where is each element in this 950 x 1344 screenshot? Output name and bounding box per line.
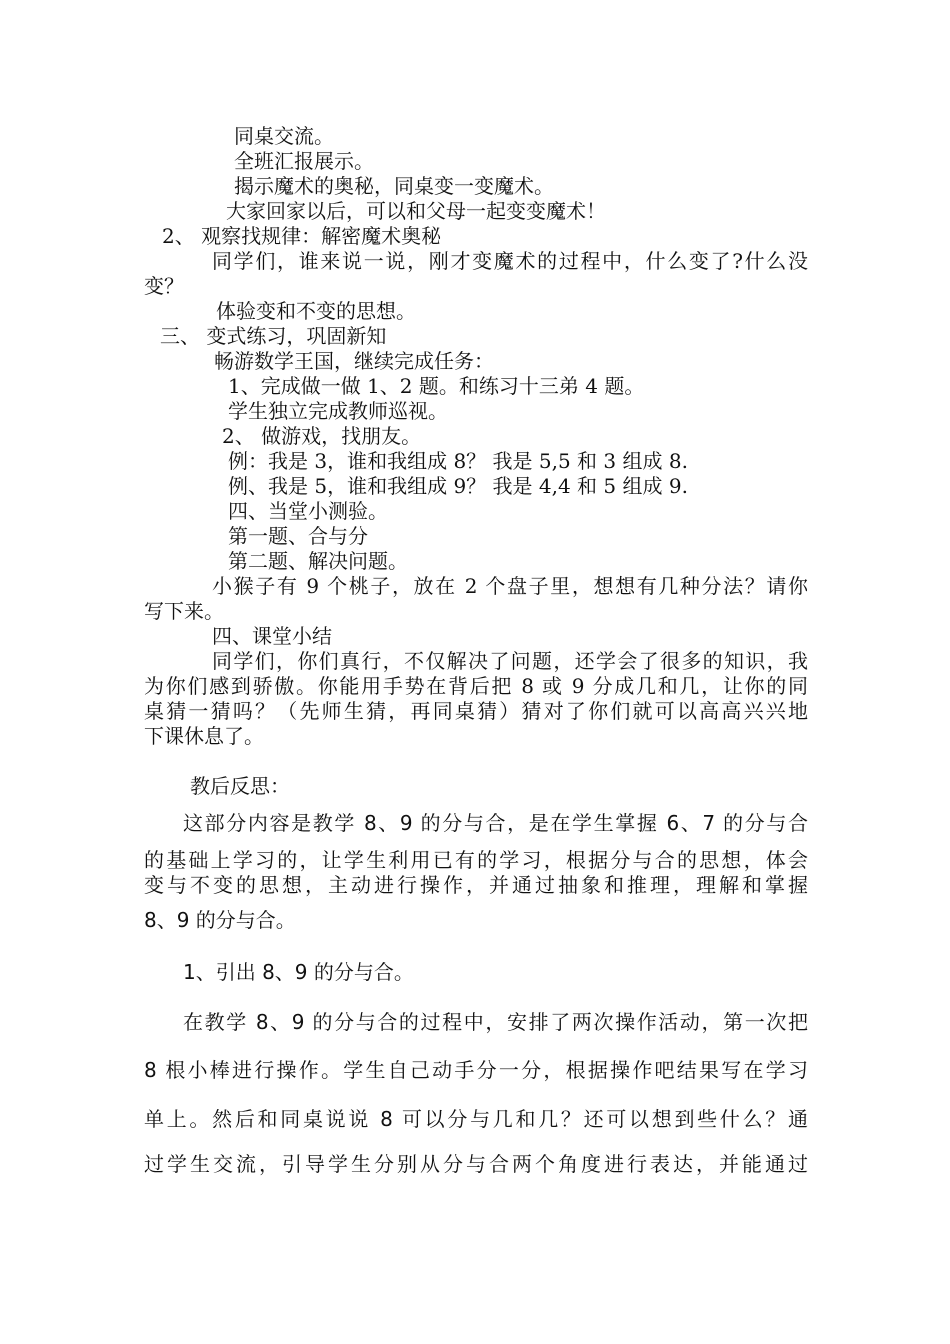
line-3: 揭示魔术的奥秘，同桌变一变魔术。	[234, 174, 554, 198]
line-19: 小猴子有 9 个桃子，放在 2 个盘子里，想想有几种分法？请你	[212, 574, 808, 598]
line-35: 过学生交流，引导学生分别从分与合两个角度进行表达，并能通过	[144, 1152, 808, 1176]
line-29: 变与不变的思想，主动进行操作，并通过抽象和推理，理解和掌握	[144, 873, 808, 897]
line-7: 变？	[144, 274, 184, 298]
line-4: 大家回家以后，可以和父母一起变变魔术！	[226, 199, 606, 223]
line-27: 这部分内容是教学 8、9 的分与合，是在学生掌握 6、7 的分与合	[183, 811, 808, 835]
line-10: 畅游数学王国，继续完成任务：	[214, 349, 494, 373]
line-12: 学生独立完成教师巡视。	[228, 399, 448, 423]
line-17: 第一题、合与分	[228, 524, 368, 548]
line-18: 第二题、解决问题。	[228, 549, 408, 573]
line-25: 下课休息了。	[144, 724, 264, 748]
line-31: 1、引出 8、9 的分与合。	[183, 960, 414, 984]
line-22: 同学们，你们真行，不仅解决了问题，还学会了很多的知识，我	[212, 649, 808, 673]
line-15: 例、我是 5，谁和我组成 9？ 我是 4,4 和 5 组成 9.	[228, 474, 688, 498]
line-1: 同桌交流。	[234, 124, 334, 148]
line-34: 单上。然后和同桌说说 8 可以分与几和几？还可以想到些什么？通	[144, 1107, 808, 1131]
line-14: 例：我是 3，谁和我组成 8？ 我是 5,5 和 3 组成 8.	[228, 449, 688, 473]
line-24: 桌猜一猜吗？（先师生猜，再同桌猜）猜对了你们就可以高高兴兴地	[144, 699, 808, 723]
line-16: 四、当堂小测验。	[228, 499, 388, 523]
line-9: 三、 变式练习，巩固新知	[160, 324, 387, 348]
line-2: 全班汇报展示。	[234, 149, 374, 173]
line-33: 8 根小棒进行操作。学生自己动手分一分，根据操作吧结果写在学习	[144, 1058, 808, 1082]
line-23: 为你们感到骄傲。你能用手势在背后把 8 或 9 分成几和几，让你的同	[144, 674, 808, 698]
line-21: 四、课堂小结	[212, 624, 332, 648]
line-32: 在教学 8、9 的分与合的过程中，安排了两次操作活动，第一次把	[183, 1010, 808, 1034]
reflection-heading: 教后反思：	[190, 774, 290, 798]
line-5: 2、 观察找规律：解密魔术奥秘	[162, 224, 442, 248]
line-13: 2、 做游戏，找朋友。	[222, 424, 422, 448]
line-28: 的基础上学习的，让学生利用已有的学习，根据分与合的思想，体会	[144, 848, 808, 872]
line-6: 同学们，谁来说一说，刚才变魔术的过程中，什么变了?什么没	[212, 249, 808, 273]
line-30: 8、9 的分与合。	[144, 908, 296, 932]
line-20: 写下来。	[144, 599, 224, 623]
line-8: 体验变和不变的思想。	[216, 299, 416, 323]
line-11: 1、完成做一做 1、2 题。和练习十三弟 4 题。	[228, 374, 645, 398]
